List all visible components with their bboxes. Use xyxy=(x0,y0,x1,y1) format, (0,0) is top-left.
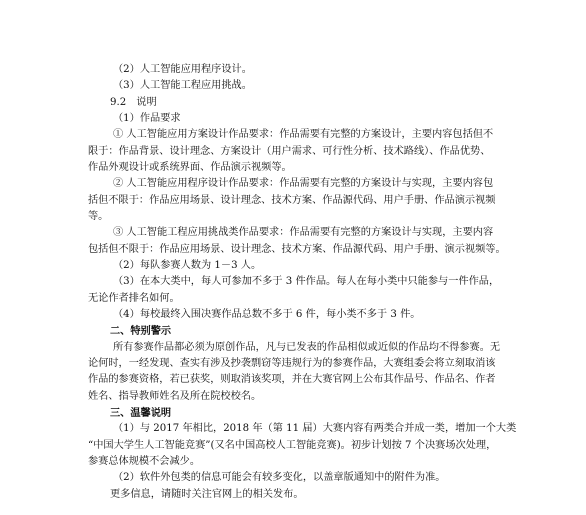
text-line: （2）每队参赛人数为 1－3 人。 xyxy=(113,260,262,271)
section-heading: 三、温馨说明 xyxy=(110,407,172,419)
text-line: 姓名、指导教师姓名及所在院校校名。 xyxy=(88,390,262,402)
text-line: ② 人工智能应用程序设计作品要求：作品需要有完整的方案设计与实现，主要内容包 xyxy=(113,178,494,190)
text-line: 括但不限于：作品应用场景、设计理念、技术方案、作品源代码、用户手册、作品演示视频 xyxy=(88,194,496,206)
text-line: 论何时，一经发现、查实有涉及抄袭剽窃等违规行为的参赛作品，大赛组委会将立刻取消该 xyxy=(88,358,496,369)
text-line: （4）每校最终入围决赛作品总数不多于 6 件，每小类不多于 3 件。 xyxy=(113,309,421,320)
section-heading: 二、特别警示 xyxy=(110,325,172,338)
text-line: “中国大学生人工智能竞赛”(又名中国高校人工智能竞赛)。初步计划按 7 个决赛场次处理， xyxy=(88,439,497,451)
text-line: 更多信息，请随时关注官网上的相关发布。 xyxy=(110,488,304,500)
text-line: 所有参赛作品都必须为原创作品，凡与已发表的作品相似或近似的作品均不得参赛。无 xyxy=(113,341,501,353)
text-line: 包括但不限于：作品应用场景、设计理念、技术方案、作品源代码、用户手册、演示视频等。 xyxy=(88,243,506,255)
text-line: 等。 xyxy=(88,211,109,222)
text-line: 限于：作品背景、设计理念、方案设计（用户需求、可行性分析、技术路线）、作品优势、 xyxy=(88,145,491,157)
text-line: 作品外观设计或系统界面、作品演示视频等。 xyxy=(88,162,292,173)
text-line: 作品的参赛资格，若已获奖，则取消该奖项，并在大赛官网上公布其作品号、作品名、作者 xyxy=(88,374,496,386)
text-line: （3）在本大类中，每人可参加不多于 3 件作品。每人在每小类中只能参与一件作品， xyxy=(113,276,500,288)
text-line: （2）软件外包类的信息可能会有较多变化，以盖章版通知中的附件为准。 xyxy=(113,472,446,484)
text-line: 无论作者排名如何。 xyxy=(88,292,180,304)
text-line: ① 人工智能应用方案设计作品要求：作品需要有完整的方案设计，主要内容包括但不 xyxy=(113,129,494,141)
text-line: （1）与 2017 年相比，2018 年（第 11 届）大赛内容有两类合并成一类，增加一个大类 xyxy=(113,423,517,435)
text-line: （3）人工智能工程应用挑战。 xyxy=(113,80,252,92)
section-heading: 9.2 说明 xyxy=(110,96,157,108)
text-line: ③ 人工智能工程应用挑战类作品要求：作品需要有完整的方案设计与实现，主要内容 xyxy=(113,227,494,239)
text-line: 参赛总体规模不会减少。 xyxy=(88,456,201,467)
text-line: （2）人工智能应用程序设计。 xyxy=(113,64,252,75)
text-line: （1）作品要求 xyxy=(113,113,181,124)
